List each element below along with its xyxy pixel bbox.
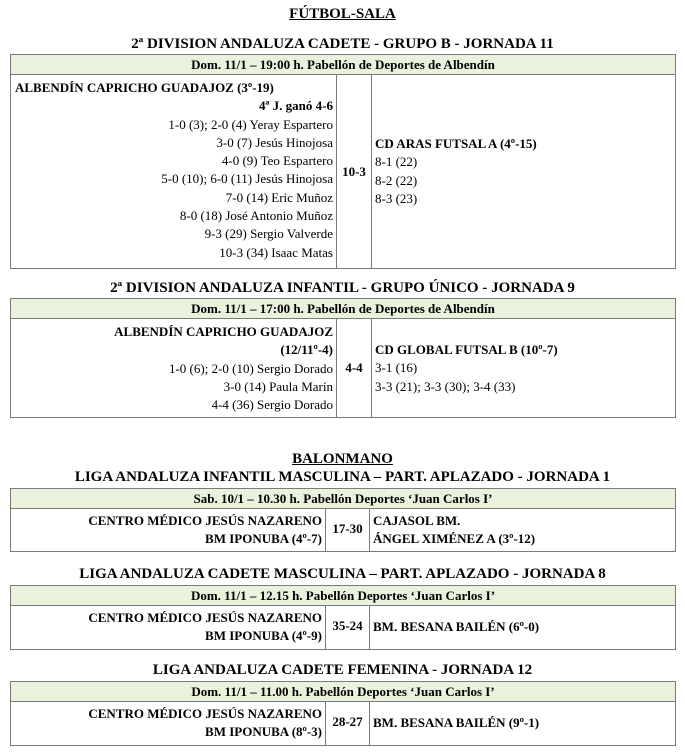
handball-cadete-fem-away [373,714,668,732]
home-team-club: BM IPONUBA (4º-9) [205,628,322,644]
home-team: CENTRO MÉDICO JESÚS NAZARENO [88,610,322,625]
futsal-cadete-header: Dom. 11/1 – 19:00 h. Pabellón de Deportes de Albendín [11,55,675,75]
futsal-cadete-away [375,135,670,208]
handball-infantil-away [373,512,668,549]
away-team: CD ARAS FUTSAL A (4º-15) [375,136,537,151]
home-note: 4ª J. ganó 4-6 [259,98,333,114]
match-score: 28-27 [332,714,363,729]
goal-line: 5-0 (10); 6-0 (11) Jesús Hinojosa [161,171,333,187]
handball-cadete-masc-title: LIGA ANDALUZA CADETE MASCULINA – PART. APLAZADO - JORNADA 8 [79,566,606,582]
handball-cadete-masc-table [10,585,676,650]
goal-line: 8-3 (23) [375,190,418,206]
match-score: 10-3 [342,164,366,179]
futsal-infantil-away [375,341,670,396]
handball-cadete-masc-header: Dom. 11/1 – 12.15 h. Pabellón Deportes ‘Juan Carlos I’ [11,586,675,606]
goal-line: 3-0 (14) Paula Marín [223,378,333,394]
goal-line: 3-3 (21); 3-3 (30); 3-4 (33) [375,378,516,394]
away-team: BM. BESANA BAILÉN (6º-0) [373,619,540,634]
home-team-record: (12/11º-4) [280,342,333,358]
match-score: 4-4 [345,360,363,375]
home-team: ALBENDÍN CAPRICHO GUADAJOZ (3º-19) [15,80,274,95]
goal-line: 1-0 (6); 2-0 (10) Sergio Dorado [168,360,333,376]
goal-line: 4-4 (36) Sergio Dorado [211,397,333,413]
match-score: 35-24 [332,618,363,633]
match-score: 17-30 [332,521,363,536]
futsal-infantil-title: 2ª DIVISION ANDALUZA INFANTIL - GRUPO ÚNICO - JORNADA 9 [110,280,575,296]
goal-line: 9-3 (29) Sergio Valverde [204,226,333,242]
goal-line: 1-0 (3); 2-0 (4) Yeray Espartero [168,116,333,132]
handball-heading: BALONMANO [292,451,393,467]
handball-infantil-home [15,512,322,549]
home-team-club: BM IPONUBA (4º-7) [205,531,322,547]
home-team: CENTRO MÉDICO JESÚS NAZARENO [88,513,322,528]
goal-line: 4-0 (9) Teo Espartero [221,153,333,169]
away-team-club: ÁNGEL XIMÉNEZ A (3º-12) [373,531,536,547]
away-team: BM. BESANA BAILÉN (9º-1) [373,715,540,730]
handball-cadete-fem-home [15,705,322,742]
futsal-heading: FÚTBOL-SALA [289,6,396,22]
handball-cadete-fem-header: Dom. 11/1 – 11.00 h. Pabellón Deportes ‘Juan Carlos I’ [11,682,675,702]
goal-line: 3-0 (7) Jesús Hinojosa [216,134,333,150]
home-team: CENTRO MÉDICO JESÚS NAZARENO [88,706,322,721]
goal-line: 7-0 (14) Eric Muñoz [225,189,333,205]
goal-line: 8-2 (22) [375,172,418,188]
goal-line: 10-3 (34) Isaac Matas [219,244,333,260]
home-team-club: BM IPONUBA (8º-3) [205,724,322,740]
goal-line: 8-0 (18) José Antonio Muñoz [179,208,333,224]
handball-cadete-fem-table [10,681,676,746]
handball-infantil-title: LIGA ANDALUZA INFANTIL MASCULINA – PART. APLAZADO - JORNADA 1 [74,469,611,485]
handball-cadete-fem-title: LIGA ANDALUZA CADETE FEMENINA - JORNADA 12 [152,662,533,678]
away-team: CD GLOBAL FUTSAL B (10º-7) [375,342,558,357]
futsal-infantil-home [15,323,333,414]
futsal-infantil-header: Dom. 11/1 – 17:00 h. Pabellón de Deportes de Albendín [11,299,675,319]
goal-line: 8-1 (22) [375,154,418,170]
handball-infantil-table [10,488,676,552]
futsal-cadete-table [10,54,676,269]
goal-line: 3-1 (16) [375,360,418,376]
handball-cadete-masc-home [15,609,322,646]
futsal-cadete-home [15,79,333,262]
futsal-cadete-title: 2ª DIVISION ANDALUZA CADETE - GRUPO B - JORNADA 11 [131,36,554,52]
handball-infantil-header: Sab. 10/1 – 10.30 h. Pabellón Deportes ‘Juan Carlos I’ [11,489,675,509]
home-team: ALBENDÍN CAPRICHO GUADAJOZ [114,324,333,339]
away-team: CAJASOL BM. [373,513,461,528]
handball-cadete-masc-away [373,618,668,636]
futsal-infantil-table [10,298,676,418]
